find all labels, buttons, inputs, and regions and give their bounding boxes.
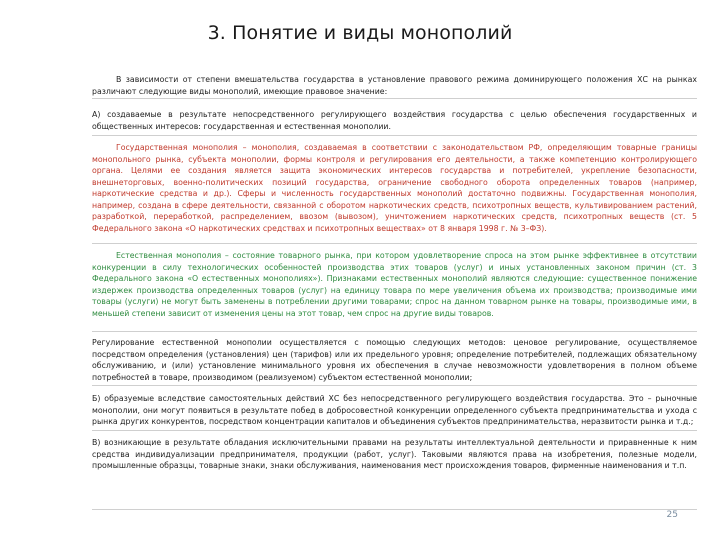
type-v-paragraph: В) возникающие в результате обладания исключительными правами на результаты интеллектуальной деятельности и приравненные к ним средства индивидуализации предпринимателя, продукции (работ, услуг). Таковыми являются права на изобретения, полезные модели, промышленные образцы, товарные знаки, знаки обслуживания, наименования мест происхождения товаров, фирменные наименования и т.п.	[92, 438, 697, 470]
intro-paragraph: В зависимости от степени вмешательства государства в установление правового режима доминирующего положения ХС на рынках различают следующие виды монополий, имеющие правовое значение:	[92, 75, 697, 96]
divider	[92, 243, 697, 244]
type-a-paragraph: А) создаваемые в результате непосредственного регулирующего воздействия государства с целью обеспечения государственных и общественных интересов: государственная и естественная монополии.	[92, 110, 697, 131]
divider	[92, 385, 697, 386]
type-b-paragraph: Б) образуемые вследствие самостоятельных действий ХС без непосредственного регулирующего воздействия государства. Это – рыночные монополии, они могут появиться в результате побед в добросовестной конкуренции определенного субъекта предпринимательства и ухода с рынка других конкурентов, посредством концентрации капиталов и объединения субъектов предпринимательства, неразвитости рынка и т.д.;	[92, 394, 697, 426]
state-monopoly-paragraph: Государственная монополия – монополия, создаваемая в соответствии с законодательством РФ, определяющим товарные границы монопольного рынка, субъекта монополии, формы контроля и регулирования его деятельности, а также компетенцию контролирующего органа. Целями ее создания является защита экономических интересов государства и потребителей, укрепление безопасности, внешнеторговых, военно-политических позиций государства, ограничение свободного оборота определенных товаров (например, наркотические средства и др.). Сферы и численность государственных монополий достаточно подвижны. Государственная монополия, например, создана в сфере деятельности, связанной с оборотом наркотических средств, психотропных веществ, культивированием растений, разработкой, переработкой, распределением, ввозом (вывозом), уничтожением наркотических средств, психотропных веществ (ст. 5 Федерального закона «О наркотических средствах и психотропных веществах» от 8 января 1998 г. № 3–ФЗ).	[92, 143, 697, 233]
regulation-paragraph: Регулирование естественной монополии осуществляется с помощью следующих методов: ценовое регулирование, осуществляемое посредством определения (установления) цен (тарифов) или их предельного уровня; определение потребителей, подлежащих обязательному обслуживанию, и (или) установление минимального уровня их обеспечения в случае невозможности удовлетворения в полном объеме потребностей в товаре, производимом (реализуемом) субъектом естественной монополии;	[92, 338, 697, 382]
slide-title: 3. Понятие и виды монополий	[207, 22, 513, 44]
divider	[92, 98, 697, 99]
natural-monopoly-paragraph: Естественная монополия – состояние товарного рынка, при котором удовлетворение спроса на этом рынке эффективнее в отсутствии конкуренции в силу технологических особенностей производства этих товаров (услуг) и иных установленных законом причин (ст. 3 Федерального закона «О естественных монополиях»). Признаками естественных монополий являются следующие: существенное понижение издержек производства определенных товаров (услуг) на единицу товара по мере увеличения объема их производства; производимые ими товары (услуги) не могут быть заменены в потреблении другими товарами; спрос на данном товарном рынке на товары, производимые ими, в меньшей степени зависит от изменения цены на этот товар, чем спрос на другие виды товаров.	[92, 251, 697, 318]
divider	[92, 135, 697, 136]
page-number: 25	[666, 510, 678, 520]
slide-content	[92, 65, 697, 510]
divider	[92, 331, 697, 332]
divider	[92, 430, 697, 431]
